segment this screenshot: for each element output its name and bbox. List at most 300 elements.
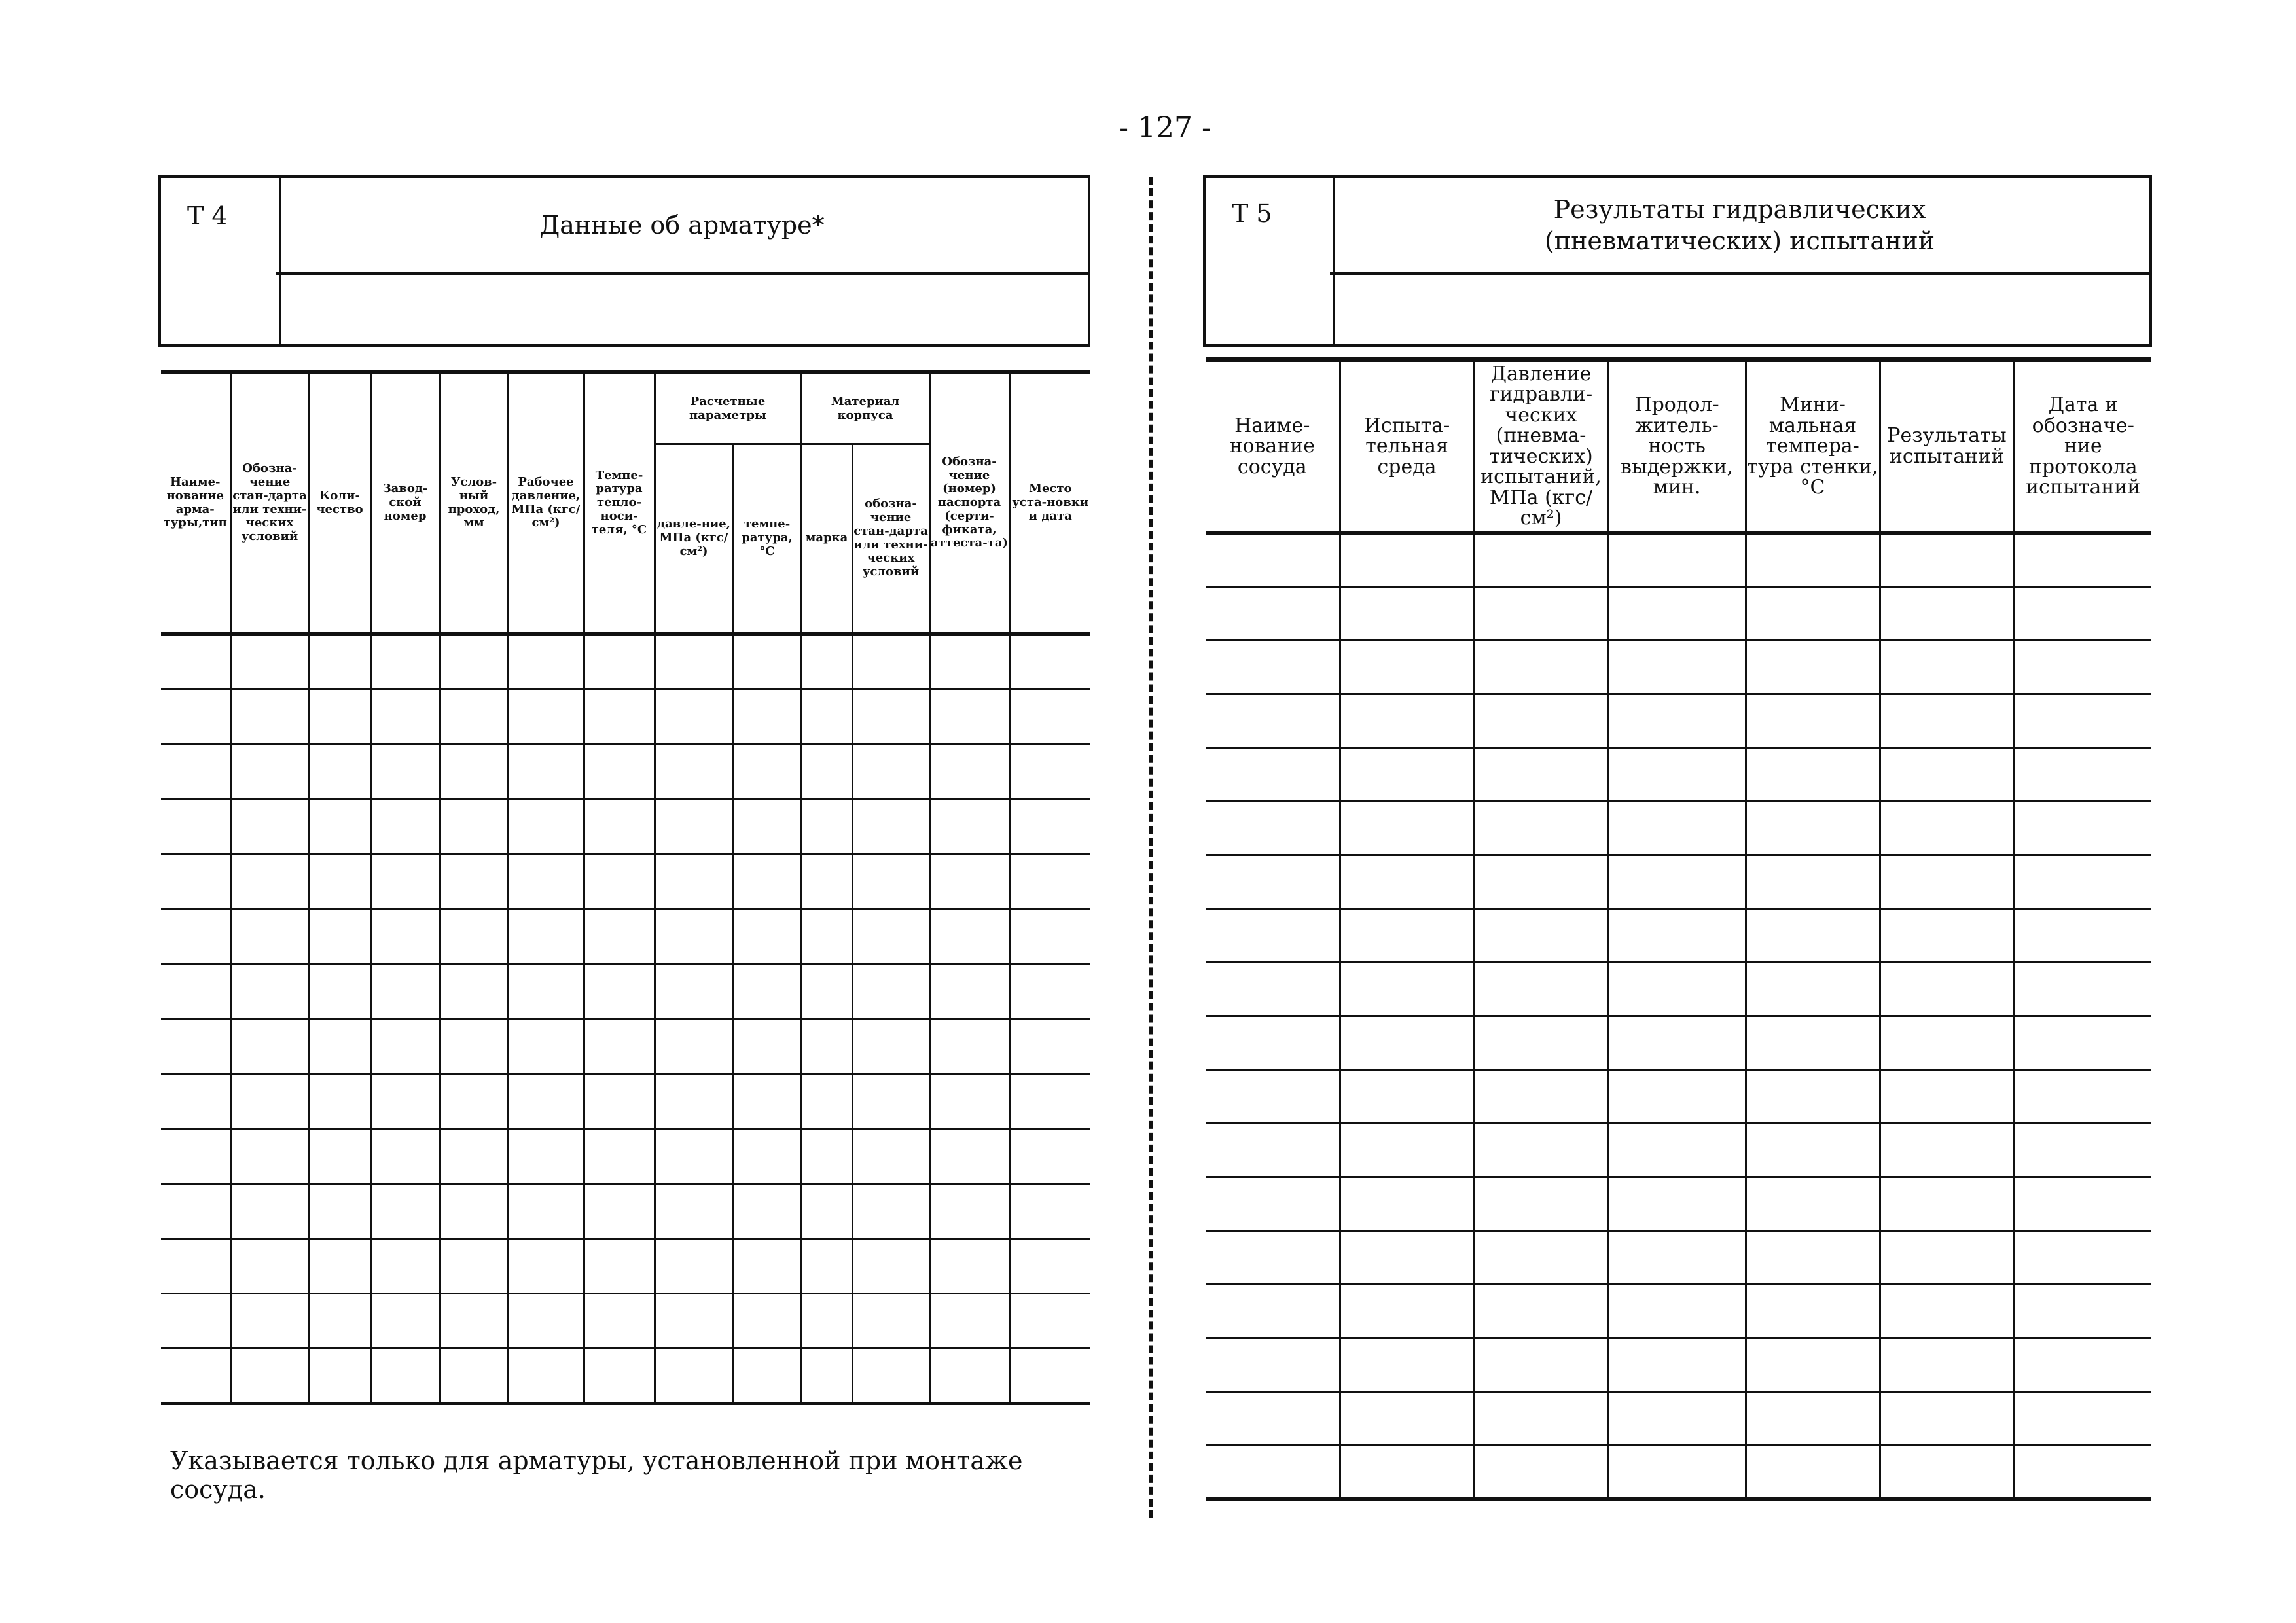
table-cell[interactable] — [584, 1239, 655, 1294]
table-cell[interactable] — [1474, 1284, 1608, 1338]
table-cell[interactable] — [584, 1294, 655, 1349]
table-cell[interactable] — [655, 964, 733, 1019]
table-cell[interactable] — [929, 1184, 1009, 1239]
table-cell[interactable] — [1474, 586, 1608, 640]
table-cell[interactable] — [2014, 1016, 2151, 1069]
table-cell[interactable] — [1340, 908, 1474, 962]
table-cell[interactable] — [440, 1239, 508, 1294]
table-cell[interactable] — [1746, 801, 1880, 855]
table-cell[interactable] — [1009, 1294, 1090, 1349]
table-cell[interactable] — [309, 1019, 370, 1074]
table-cell[interactable] — [1340, 962, 1474, 1016]
table-cell[interactable] — [584, 1349, 655, 1404]
table-cell[interactable] — [1206, 1391, 1340, 1445]
table-cell[interactable] — [1009, 854, 1090, 909]
table-cell[interactable] — [1474, 801, 1608, 855]
table-cell[interactable] — [2014, 533, 2151, 586]
table-cell[interactable] — [1009, 689, 1090, 744]
table-cell[interactable] — [1746, 533, 1880, 586]
table-cell[interactable] — [2014, 855, 2151, 908]
table-cell[interactable] — [508, 689, 584, 744]
table-cell[interactable] — [1746, 1391, 1880, 1445]
table-cell[interactable] — [655, 689, 733, 744]
table-cell[interactable] — [440, 854, 508, 909]
table-cell[interactable] — [1880, 1123, 2014, 1177]
table-cell[interactable] — [1608, 586, 1746, 640]
table-cell[interactable] — [2014, 1069, 2151, 1123]
table-cell[interactable] — [584, 909, 655, 964]
table-cell[interactable] — [230, 964, 309, 1019]
table-cell[interactable] — [230, 909, 309, 964]
table-cell[interactable] — [1474, 1123, 1608, 1177]
table-cell[interactable] — [1608, 747, 1746, 801]
table-cell[interactable] — [440, 634, 508, 689]
table-cell[interactable] — [1340, 1338, 1474, 1391]
table-cell[interactable] — [1009, 964, 1090, 1019]
table-cell[interactable] — [1608, 1230, 1746, 1284]
table-cell[interactable] — [1880, 1391, 2014, 1445]
table-cell[interactable] — [1474, 1016, 1608, 1069]
table-cell[interactable] — [1474, 855, 1608, 908]
table-cell[interactable] — [508, 1019, 584, 1074]
table-cell[interactable] — [1474, 1391, 1608, 1445]
table-cell[interactable] — [852, 1184, 929, 1239]
table-cell[interactable] — [370, 744, 440, 799]
table-cell[interactable] — [2014, 1284, 2151, 1338]
table-cell[interactable] — [161, 1294, 230, 1349]
table-cell[interactable] — [584, 1019, 655, 1074]
table-cell[interactable] — [508, 1239, 584, 1294]
table-cell[interactable] — [1009, 1074, 1090, 1129]
table-cell[interactable] — [1009, 1019, 1090, 1074]
table-cell[interactable] — [1608, 640, 1746, 694]
table-cell[interactable] — [1474, 1338, 1608, 1391]
table-cell[interactable] — [1340, 1391, 1474, 1445]
table-cell[interactable] — [1206, 855, 1340, 908]
table-cell[interactable] — [1206, 908, 1340, 962]
table-cell[interactable] — [584, 1074, 655, 1129]
table-cell[interactable] — [733, 1184, 801, 1239]
table-cell[interactable] — [1340, 1069, 1474, 1123]
table-cell[interactable] — [733, 799, 801, 854]
table-cell[interactable] — [1880, 1069, 2014, 1123]
table-cell[interactable] — [1608, 1069, 1746, 1123]
table-cell[interactable] — [161, 854, 230, 909]
table-cell[interactable] — [929, 1349, 1009, 1404]
table-cell[interactable] — [1746, 1123, 1880, 1177]
table-cell[interactable] — [929, 1129, 1009, 1184]
table-cell[interactable] — [1746, 1230, 1880, 1284]
table-cell[interactable] — [1474, 908, 1608, 962]
table-cell[interactable] — [733, 1019, 801, 1074]
table-cell[interactable] — [309, 634, 370, 689]
table-cell[interactable] — [370, 689, 440, 744]
table-cell[interactable] — [440, 1349, 508, 1404]
table-cell[interactable] — [801, 634, 852, 689]
table-cell[interactable] — [1340, 1230, 1474, 1284]
table-cell[interactable] — [1608, 1016, 1746, 1069]
table-cell[interactable] — [733, 1349, 801, 1404]
table-cell[interactable] — [733, 1239, 801, 1294]
table-cell[interactable] — [440, 1074, 508, 1129]
table-cell[interactable] — [801, 1349, 852, 1404]
table-cell[interactable] — [1880, 533, 2014, 586]
table-cell[interactable] — [1206, 1069, 1340, 1123]
table-cell[interactable] — [655, 1184, 733, 1239]
table-cell[interactable] — [733, 1294, 801, 1349]
table-cell[interactable] — [309, 1294, 370, 1349]
table-cell[interactable] — [1880, 1445, 2014, 1499]
table-cell[interactable] — [1206, 1123, 1340, 1177]
table-cell[interactable] — [1340, 801, 1474, 855]
table-cell[interactable] — [440, 1019, 508, 1074]
table-cell[interactable] — [1880, 908, 2014, 962]
table-cell[interactable] — [929, 634, 1009, 689]
table-cell[interactable] — [1474, 1230, 1608, 1284]
table-cell[interactable] — [161, 909, 230, 964]
table-cell[interactable] — [440, 744, 508, 799]
table-cell[interactable] — [1340, 1284, 1474, 1338]
table-cell[interactable] — [733, 634, 801, 689]
table-cell[interactable] — [655, 744, 733, 799]
table-cell[interactable] — [1340, 855, 1474, 908]
table-cell[interactable] — [1608, 533, 1746, 586]
table-cell[interactable] — [584, 854, 655, 909]
table-cell[interactable] — [852, 854, 929, 909]
table-cell[interactable] — [1340, 533, 1474, 586]
table-cell[interactable] — [1880, 1177, 2014, 1230]
table-cell[interactable] — [852, 689, 929, 744]
table-cell[interactable] — [370, 799, 440, 854]
table-cell[interactable] — [2014, 1230, 2151, 1284]
table-cell[interactable] — [1608, 1123, 1746, 1177]
table-cell[interactable] — [508, 854, 584, 909]
table-cell[interactable] — [2014, 586, 2151, 640]
table-cell[interactable] — [1746, 1069, 1880, 1123]
table-cell[interactable] — [1206, 640, 1340, 694]
table-cell[interactable] — [929, 964, 1009, 1019]
table-cell[interactable] — [309, 1074, 370, 1129]
table-cell[interactable] — [1340, 640, 1474, 694]
table-cell[interactable] — [852, 634, 929, 689]
table-cell[interactable] — [508, 1129, 584, 1184]
table-cell[interactable] — [370, 1129, 440, 1184]
table-cell[interactable] — [309, 689, 370, 744]
table-cell[interactable] — [852, 1294, 929, 1349]
table-cell[interactable] — [230, 1294, 309, 1349]
table-cell[interactable] — [655, 1349, 733, 1404]
table-cell[interactable] — [230, 1239, 309, 1294]
table-cell[interactable] — [1206, 1284, 1340, 1338]
table-cell[interactable] — [1474, 533, 1608, 586]
table-cell[interactable] — [584, 689, 655, 744]
table-cell[interactable] — [1608, 801, 1746, 855]
table-cell[interactable] — [309, 964, 370, 1019]
table-cell[interactable] — [1880, 747, 2014, 801]
table-cell[interactable] — [1474, 1177, 1608, 1230]
table-cell[interactable] — [1009, 909, 1090, 964]
table-cell[interactable] — [230, 744, 309, 799]
table-cell[interactable] — [230, 1019, 309, 1074]
table-cell[interactable] — [508, 909, 584, 964]
table-cell[interactable] — [1746, 962, 1880, 1016]
table-cell[interactable] — [440, 1294, 508, 1349]
table-cell[interactable] — [2014, 962, 2151, 1016]
table-cell[interactable] — [1746, 1338, 1880, 1391]
table-cell[interactable] — [801, 689, 852, 744]
table-cell[interactable] — [230, 1349, 309, 1404]
table-cell[interactable] — [1009, 1184, 1090, 1239]
table-cell[interactable] — [852, 744, 929, 799]
table-cell[interactable] — [1746, 1445, 1880, 1499]
table-cell[interactable] — [508, 799, 584, 854]
table-cell[interactable] — [655, 909, 733, 964]
table-cell[interactable] — [929, 1074, 1009, 1129]
table-cell[interactable] — [1608, 1177, 1746, 1230]
table-cell[interactable] — [801, 1019, 852, 1074]
table-cell[interactable] — [733, 1074, 801, 1129]
table-cell[interactable] — [161, 744, 230, 799]
table-cell[interactable] — [852, 1129, 929, 1184]
table-cell[interactable] — [370, 1294, 440, 1349]
table-cell[interactable] — [370, 1019, 440, 1074]
table-cell[interactable] — [309, 1184, 370, 1239]
table-cell[interactable] — [929, 744, 1009, 799]
table-cell[interactable] — [1746, 855, 1880, 908]
table-cell[interactable] — [1340, 586, 1474, 640]
table-cell[interactable] — [161, 1349, 230, 1404]
table-cell[interactable] — [1880, 801, 2014, 855]
table-cell[interactable] — [1880, 1284, 2014, 1338]
table-cell[interactable] — [801, 1184, 852, 1239]
table-cell[interactable] — [1009, 634, 1090, 689]
table-cell[interactable] — [309, 854, 370, 909]
table-cell[interactable] — [309, 909, 370, 964]
table-cell[interactable] — [1340, 1123, 1474, 1177]
table-cell[interactable] — [852, 1239, 929, 1294]
table-cell[interactable] — [655, 1294, 733, 1349]
table-cell[interactable] — [852, 1074, 929, 1129]
table-cell[interactable] — [508, 1294, 584, 1349]
table-cell[interactable] — [230, 634, 309, 689]
table-cell[interactable] — [161, 634, 230, 689]
table-cell[interactable] — [1206, 586, 1340, 640]
table-cell[interactable] — [655, 1129, 733, 1184]
table-cell[interactable] — [1474, 1445, 1608, 1499]
table-cell[interactable] — [1206, 1177, 1340, 1230]
table-cell[interactable] — [1608, 855, 1746, 908]
table-cell[interactable] — [1340, 1016, 1474, 1069]
table-cell[interactable] — [1746, 908, 1880, 962]
table-cell[interactable] — [1340, 747, 1474, 801]
table-cell[interactable] — [230, 689, 309, 744]
table-cell[interactable] — [1746, 747, 1880, 801]
table-cell[interactable] — [1746, 1177, 1880, 1230]
table-cell[interactable] — [1608, 1391, 1746, 1445]
table-cell[interactable] — [852, 909, 929, 964]
table-cell[interactable] — [370, 1349, 440, 1404]
table-cell[interactable] — [1474, 640, 1608, 694]
table-cell[interactable] — [929, 1019, 1009, 1074]
table-cell[interactable] — [508, 744, 584, 799]
table-cell[interactable] — [929, 799, 1009, 854]
table-cell[interactable] — [1608, 694, 1746, 747]
table-cell[interactable] — [733, 964, 801, 1019]
table-cell[interactable] — [1474, 962, 1608, 1016]
table-cell[interactable] — [1608, 908, 1746, 962]
table-cell[interactable] — [230, 799, 309, 854]
table-cell[interactable] — [2014, 1338, 2151, 1391]
table-cell[interactable] — [1880, 586, 2014, 640]
table-cell[interactable] — [1608, 1338, 1746, 1391]
table-cell[interactable] — [1340, 694, 1474, 747]
table-cell[interactable] — [1206, 533, 1340, 586]
table-cell[interactable] — [2014, 1391, 2151, 1445]
table-cell[interactable] — [370, 854, 440, 909]
table-cell[interactable] — [655, 1074, 733, 1129]
table-cell[interactable] — [1206, 747, 1340, 801]
table-cell[interactable] — [801, 799, 852, 854]
table-cell[interactable] — [1608, 1445, 1746, 1499]
table-cell[interactable] — [2014, 1445, 2151, 1499]
table-cell[interactable] — [1206, 1445, 1340, 1499]
table-cell[interactable] — [161, 689, 230, 744]
table-cell[interactable] — [1880, 1230, 2014, 1284]
table-cell[interactable] — [929, 854, 1009, 909]
table-cell[interactable] — [370, 1239, 440, 1294]
table-cell[interactable] — [1746, 1284, 1880, 1338]
table-cell[interactable] — [309, 1349, 370, 1404]
table-cell[interactable] — [508, 1349, 584, 1404]
table-cell[interactable] — [733, 744, 801, 799]
table-cell[interactable] — [1206, 962, 1340, 1016]
table-cell[interactable] — [508, 634, 584, 689]
table-cell[interactable] — [584, 964, 655, 1019]
table-cell[interactable] — [440, 1184, 508, 1239]
table-cell[interactable] — [161, 964, 230, 1019]
table-cell[interactable] — [1608, 1284, 1746, 1338]
table-cell[interactable] — [309, 799, 370, 854]
table-cell[interactable] — [655, 854, 733, 909]
table-cell[interactable] — [1746, 1016, 1880, 1069]
table-cell[interactable] — [2014, 908, 2151, 962]
table-cell[interactable] — [1009, 1239, 1090, 1294]
table-cell[interactable] — [1206, 1230, 1340, 1284]
table-cell[interactable] — [370, 909, 440, 964]
table-cell[interactable] — [161, 1184, 230, 1239]
table-cell[interactable] — [2014, 1177, 2151, 1230]
table-cell[interactable] — [2014, 747, 2151, 801]
table-cell[interactable] — [1880, 855, 2014, 908]
table-cell[interactable] — [852, 964, 929, 1019]
table-cell[interactable] — [508, 964, 584, 1019]
table-cell[interactable] — [370, 1184, 440, 1239]
table-cell[interactable] — [161, 1129, 230, 1184]
table-cell[interactable] — [1009, 744, 1090, 799]
table-cell[interactable] — [655, 799, 733, 854]
table-cell[interactable] — [230, 1129, 309, 1184]
table-cell[interactable] — [655, 634, 733, 689]
table-cell[interactable] — [1880, 1016, 2014, 1069]
table-cell[interactable] — [801, 964, 852, 1019]
table-cell[interactable] — [440, 1129, 508, 1184]
table-cell[interactable] — [370, 634, 440, 689]
table-cell[interactable] — [733, 1129, 801, 1184]
table-cell[interactable] — [508, 1184, 584, 1239]
table-cell[interactable] — [929, 1239, 1009, 1294]
table-cell[interactable] — [1880, 1338, 2014, 1391]
table-cell[interactable] — [161, 799, 230, 854]
table-cell[interactable] — [370, 1074, 440, 1129]
table-cell[interactable] — [733, 689, 801, 744]
table-cell[interactable] — [733, 909, 801, 964]
table-cell[interactable] — [2014, 801, 2151, 855]
table-cell[interactable] — [1009, 799, 1090, 854]
table-cell[interactable] — [1474, 694, 1608, 747]
table-cell[interactable] — [929, 689, 1009, 744]
table-cell[interactable] — [584, 799, 655, 854]
table-cell[interactable] — [1009, 1129, 1090, 1184]
table-cell[interactable] — [1746, 640, 1880, 694]
table-cell[interactable] — [370, 964, 440, 1019]
table-cell[interactable] — [1474, 747, 1608, 801]
table-cell[interactable] — [801, 854, 852, 909]
table-cell[interactable] — [1746, 586, 1880, 640]
table-cell[interactable] — [1340, 1445, 1474, 1499]
table-cell[interactable] — [1206, 801, 1340, 855]
table-cell[interactable] — [1474, 1069, 1608, 1123]
table-cell[interactable] — [852, 1349, 929, 1404]
table-cell[interactable] — [584, 744, 655, 799]
table-cell[interactable] — [801, 1294, 852, 1349]
table-cell[interactable] — [1009, 1349, 1090, 1404]
table-cell[interactable] — [1206, 694, 1340, 747]
table-cell[interactable] — [1880, 640, 2014, 694]
table-cell[interactable] — [1880, 962, 2014, 1016]
table-cell[interactable] — [929, 1294, 1009, 1349]
table-cell[interactable] — [440, 964, 508, 1019]
table-cell[interactable] — [852, 1019, 929, 1074]
table-cell[interactable] — [801, 1129, 852, 1184]
table-cell[interactable] — [852, 799, 929, 854]
table-cell[interactable] — [1608, 962, 1746, 1016]
table-cell[interactable] — [801, 1074, 852, 1129]
table-cell[interactable] — [230, 854, 309, 909]
table-cell[interactable] — [1206, 1016, 1340, 1069]
table-cell[interactable] — [1880, 694, 2014, 747]
table-cell[interactable] — [929, 909, 1009, 964]
table-cell[interactable] — [2014, 640, 2151, 694]
table-cell[interactable] — [655, 1239, 733, 1294]
table-cell[interactable] — [1746, 694, 1880, 747]
table-cell[interactable] — [733, 854, 801, 909]
table-cell[interactable] — [309, 1129, 370, 1184]
table-cell[interactable] — [2014, 1123, 2151, 1177]
table-cell[interactable] — [309, 1239, 370, 1294]
table-cell[interactable] — [584, 1129, 655, 1184]
table-cell[interactable] — [440, 799, 508, 854]
table-cell[interactable] — [801, 744, 852, 799]
table-cell[interactable] — [230, 1184, 309, 1239]
table-cell[interactable] — [508, 1074, 584, 1129]
table-cell[interactable] — [655, 1019, 733, 1074]
table-cell[interactable] — [1340, 1177, 1474, 1230]
table-cell[interactable] — [161, 1074, 230, 1129]
table-cell[interactable] — [161, 1239, 230, 1294]
table-cell[interactable] — [1206, 1338, 1340, 1391]
table-cell[interactable] — [309, 744, 370, 799]
table-cell[interactable] — [440, 909, 508, 964]
